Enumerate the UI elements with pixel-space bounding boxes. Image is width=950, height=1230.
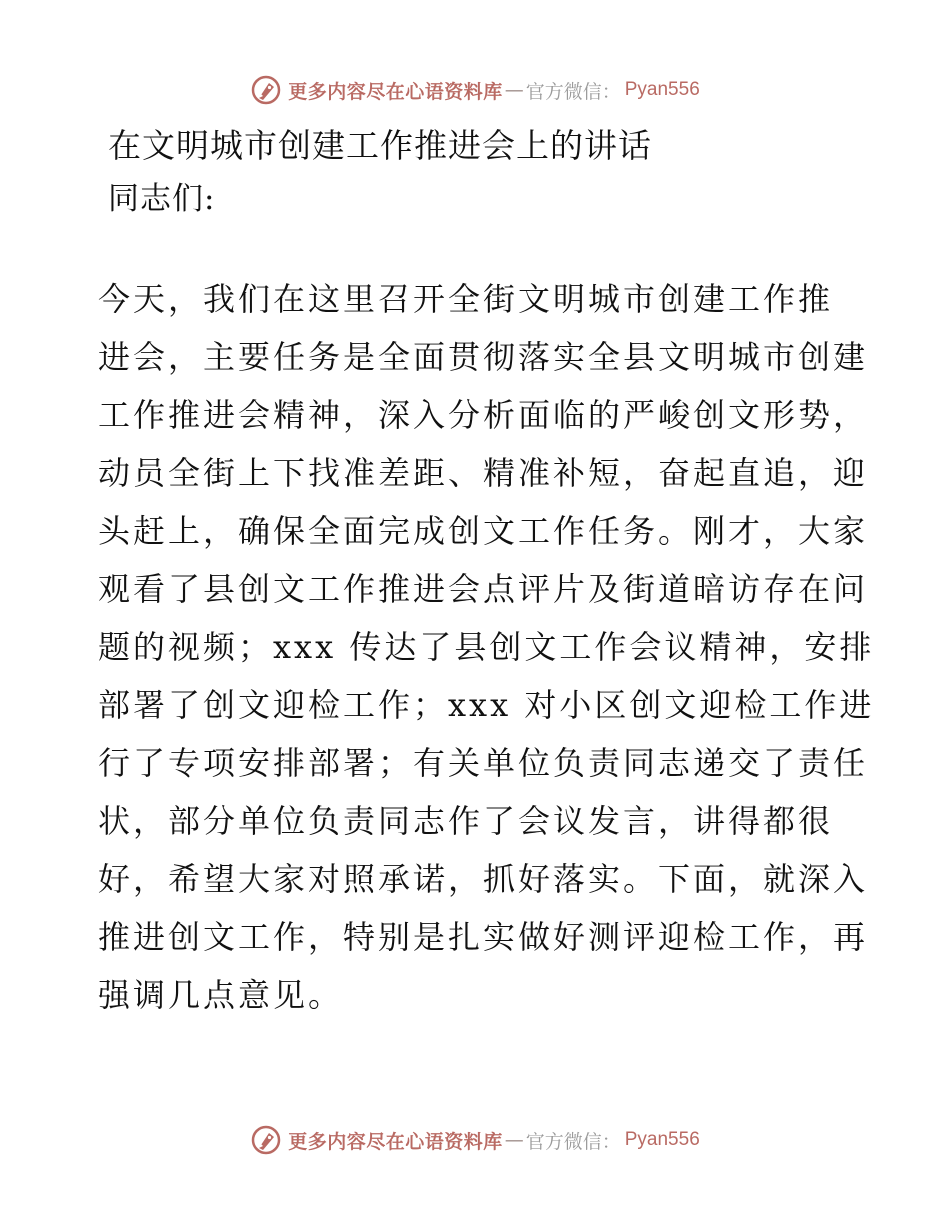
body-line: 题的视频；xxx 传达了县创文工作会议精神，安排	[98, 628, 875, 666]
banner-wechat-id: Pyan556	[624, 79, 700, 100]
body-line: 动员全街上下找准差距、精准补短，奋起直追，迎	[98, 454, 869, 492]
body-line: 状，部分单位负责同志作了会议发言，讲得都很	[98, 802, 834, 840]
banner-official-label: 官方微信：	[525, 1130, 621, 1153]
banner-separator: —	[504, 79, 524, 101]
body-line: 头赶上，确保全面完成创文工作任务。刚才，大家	[98, 512, 869, 550]
body-line: 进会，主要任务是全面贯彻落实全县文明城市创建	[98, 338, 869, 376]
body-line: 观看了县创文工作推进会点评片及街道暗访存在问	[98, 570, 869, 608]
body-line: 好，希望大家对照承诺，抓好落实。下面，就深入	[98, 860, 869, 898]
body-line: 工作推进会精神，深入分析面临的严峻创文形势，	[98, 396, 869, 434]
body-line: 强调几点意见。	[98, 976, 344, 1014]
banner-brand-text: 更多内容尽在心语资料库	[288, 1130, 503, 1153]
document-body	[98, 270, 875, 1024]
footer-banner	[0, 1120, 950, 1160]
banner-wechat-id: Pyan556	[624, 1129, 700, 1150]
body-line: 行了专项安排部署；有关单位负责同志递交了责任	[98, 744, 869, 782]
body-line: 部署了创文迎检工作；xxx 对小区创文迎检工作进	[98, 686, 875, 724]
banner-separator: —	[504, 1129, 524, 1151]
banner-official-label: 官方微信：	[525, 80, 621, 103]
pen-nib-icon	[250, 74, 282, 106]
document-salutation: 同志们:	[108, 181, 216, 217]
body-line: 今天，我们在这里召开全街文明城市创建工作推	[98, 280, 834, 318]
document-title: 在文明城市创建工作推进会上的讲话	[108, 126, 652, 165]
header-banner	[0, 70, 950, 110]
banner-brand-text: 更多内容尽在心语资料库	[288, 80, 503, 103]
pen-nib-icon	[250, 1124, 282, 1156]
body-line: 推进创文工作，特别是扎实做好测评迎检工作，再	[98, 918, 869, 956]
